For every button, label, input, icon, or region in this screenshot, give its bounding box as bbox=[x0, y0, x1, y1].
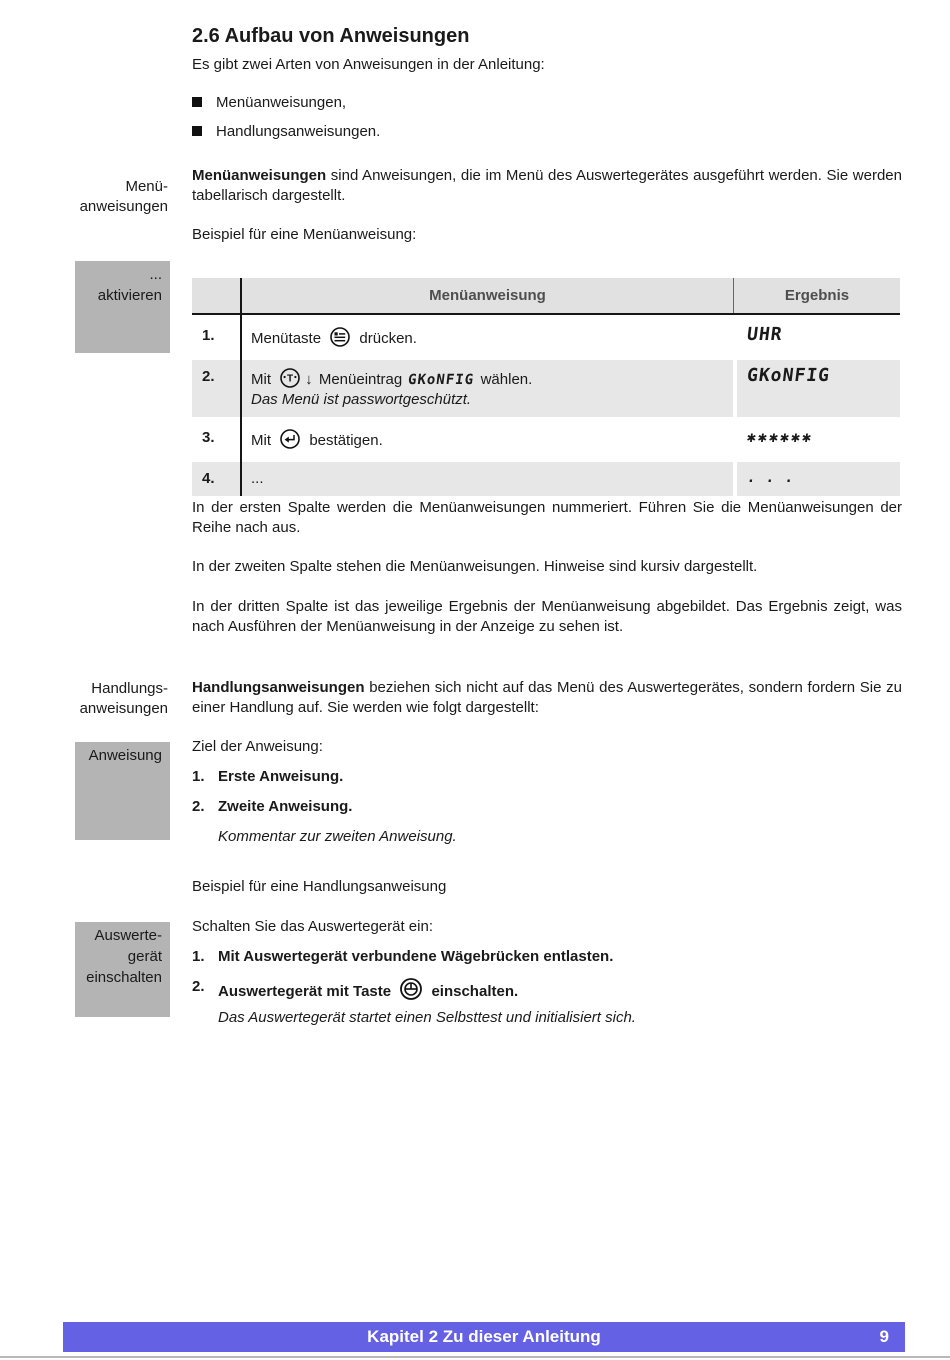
menu-lead-paragraph bbox=[192, 166, 902, 206]
table-divider-line bbox=[240, 278, 242, 496]
bullet-item bbox=[192, 122, 380, 142]
enter-key-icon bbox=[279, 428, 301, 450]
action-goal-text: Ziel der Anweisung: bbox=[192, 738, 323, 755]
table-row: 4. ... . . . bbox=[192, 462, 900, 496]
svg-text:T: T bbox=[287, 373, 294, 385]
action-lead-bold: Handlungsanweisungen bbox=[192, 679, 365, 696]
table-header-instruction: Menüanweisung bbox=[242, 278, 734, 313]
lcd-result: . . . bbox=[746, 470, 796, 486]
power-key-icon bbox=[399, 977, 423, 1001]
page-bottom-edge bbox=[0, 1356, 950, 1358]
explain-paragraph-1: In der ersten Spalte werden die Menüanweisungen nummeriert. Führen Sie die Menüanweisungen der Reihe nach aus. bbox=[192, 499, 902, 536]
margin-box-instruction: Anweisung bbox=[75, 742, 170, 840]
margin-label-menu: Menü- anweisungen bbox=[79, 178, 168, 215]
menu-lead-bold: Menüanweisungen bbox=[192, 167, 327, 184]
margin-box-activate: ... aktivieren bbox=[75, 261, 170, 353]
table-row: 3. Mit bestätigen. ✱✱✱✱✱✱ bbox=[202, 428, 815, 449]
lcd-inline-text: GKoNFIG bbox=[407, 372, 476, 388]
explain-paragraph-2: In der zweiten Spalte stehen die Menüanweisungen. Hinweise sind kursiv dargestellt. bbox=[192, 558, 758, 575]
menu-instruction-table bbox=[192, 278, 900, 496]
action-lead-rest: beziehen sich nicht auf das Menü des Auswertegerätes, sondern fordern Sie zu einer Handlung auf. Sie werden wie folgt dargestellt: bbox=[192, 679, 902, 716]
footer-chapter-title: Kapitel 2 Zu dieser Anleitung bbox=[367, 1327, 601, 1346]
bullet-text: Menüanweisungen, bbox=[216, 94, 347, 111]
bullet-item bbox=[192, 93, 346, 113]
table-row: 1. Menütaste drücken. UHR bbox=[202, 324, 784, 347]
lcd-result: ✱✱✱✱✱✱ bbox=[745, 428, 815, 446]
action-note: Das Auswertegerät startet einen Selbsttest und initialisiert sich. bbox=[218, 1009, 636, 1026]
action-lead-paragraph bbox=[192, 678, 902, 718]
action-intro-2: Schalten Sie das Auswertegerät ein: bbox=[192, 918, 433, 935]
lcd-result: GKoNFIG bbox=[745, 365, 832, 386]
table-row-note: Das Menü ist passwortgeschützt. bbox=[251, 391, 472, 408]
table-header-row bbox=[192, 278, 900, 315]
margin-box-power-on: Auswerte- gerät einschalten bbox=[75, 922, 170, 1017]
table-header-result: Ergebnis bbox=[784, 286, 850, 304]
bullet-square-icon bbox=[192, 126, 202, 136]
action-step: 1. Mit Auswertegerät verbundene Wägebrücken entlasten. bbox=[192, 948, 614, 965]
action-step: 2. Auswertegerät mit Taste einschalten. bbox=[192, 978, 519, 1000]
action-step: 1. Erste Anweisung. bbox=[192, 768, 344, 785]
lcd-result: UHR bbox=[745, 324, 784, 345]
action-example-caption: Beispiel für eine Handlungsanweisung bbox=[192, 878, 447, 895]
select-key-icon bbox=[279, 367, 301, 389]
action-step: 2. Zweite Anweisung. bbox=[192, 798, 353, 815]
menu-key-icon bbox=[329, 326, 351, 348]
section-title: 2.6 Aufbau von Anweisungen bbox=[192, 25, 470, 47]
intro-text: Es gibt zwei Arten von Anweisungen in der Anleitung: bbox=[192, 56, 545, 73]
footer-page-number: 9 bbox=[879, 1327, 889, 1346]
footer-bar bbox=[63, 1322, 905, 1352]
down-arrow-icon: ↓ bbox=[305, 371, 313, 388]
table-row: 2. Mit T ↓ Menüeintrag GKoNFIG wählen. Das Menü ist passwortgeschützt. GKoNFIG bbox=[192, 360, 900, 417]
margin-label-action: Handlungs- anweisungen bbox=[79, 680, 168, 717]
bullet-square-icon bbox=[192, 97, 202, 107]
menu-example-caption: Beispiel für eine Menüanweisung: bbox=[192, 226, 417, 243]
action-step-comment: Kommentar zur zweiten Anweisung. bbox=[218, 828, 457, 845]
menu-lead-rest: sind Anweisungen, die im Menü des Auswertegerätes ausgeführt werden. Sie werden tabellarisch dargestellt. bbox=[192, 167, 902, 204]
bullet-text: Handlungsanweisungen. bbox=[216, 123, 381, 140]
explain-paragraph-3: In der dritten Spalte ist das jeweilige Ergebnis der Menüanweisung abgebildet. Das Ergebnis zeigt, was nach Ausführen der Menüanweisung in der Anzeige zu sehen ist. bbox=[192, 598, 902, 635]
